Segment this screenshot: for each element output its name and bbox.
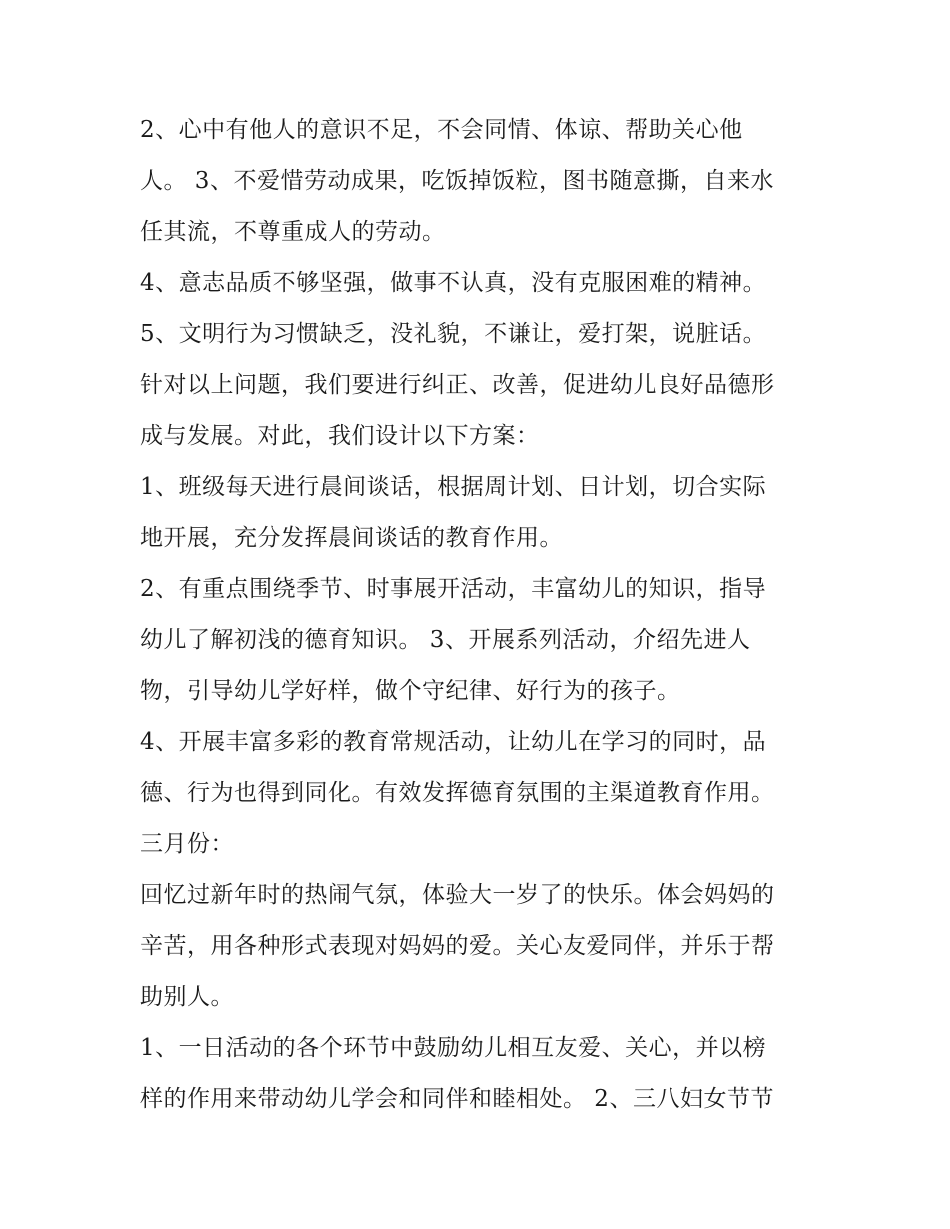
text-line: 幼儿了解初浅的德育知识。 3、开展系列活动，介绍先进人 [140, 627, 751, 653]
text-line: 样的作用来带动幼儿学会和同伴和睦相处。 2、三八妇女节节 [140, 1086, 774, 1112]
text-line: 1、班级每天进行晨间谈话，根据周计划、日计划，切合实际 [140, 474, 767, 500]
section-heading: 三月份： [140, 831, 234, 857]
text-line: 5、文明行为习惯缺乏，没礼貌，不谦让，爱打架，说脏话。 [140, 321, 767, 347]
text-line: 成与发展。对此，我们设计以下方案： [140, 423, 540, 449]
text-line: 助别人。 [140, 984, 234, 1010]
text-line: 4、意志品质不够坚强，做事不认真，没有克服困难的精神。 [140, 270, 767, 296]
text-line: 人。 3、不爱惜劳动成果，吃饭掉饭粒，图书随意撕，自来水 [140, 168, 774, 194]
text-line: 针对以上问题，我们要进行纠正、改善，促进幼儿良好品德形 [140, 372, 775, 398]
text-line: 2、心中有他人的意识不足，不会同情、体谅、帮助关心他 [140, 117, 743, 143]
text-line: 德、行为也得到同化。有效发挥德育氛围的主渠道教育作用。 [140, 780, 775, 806]
text-line: 任其流，不尊重成人的劳动。 [140, 219, 446, 245]
text-line: 4、开展丰富多彩的教育常规活动，让幼儿在学习的同时，品 [140, 729, 767, 755]
text-line: 1、一日活动的各个环节中鼓励幼儿相互友爱、关心，并以榜 [140, 1035, 767, 1061]
text-line: 物，引导幼儿学好样，做个守纪律、好行为的孩子。 [140, 678, 681, 704]
text-line: 辛苦，用各种形式表现对妈妈的爱。关心友爱同伴，并乐于帮 [140, 933, 775, 959]
text-line: 回忆过新年时的热闹气氛，体验大一岁了的快乐。体会妈妈的 [140, 882, 775, 908]
text-line: 地开展，充分发挥晨间谈话的教育作用。 [140, 525, 563, 551]
text-line: 2、有重点围绕季节、时事展开活动，丰富幼儿的知识，指导 [140, 576, 767, 602]
